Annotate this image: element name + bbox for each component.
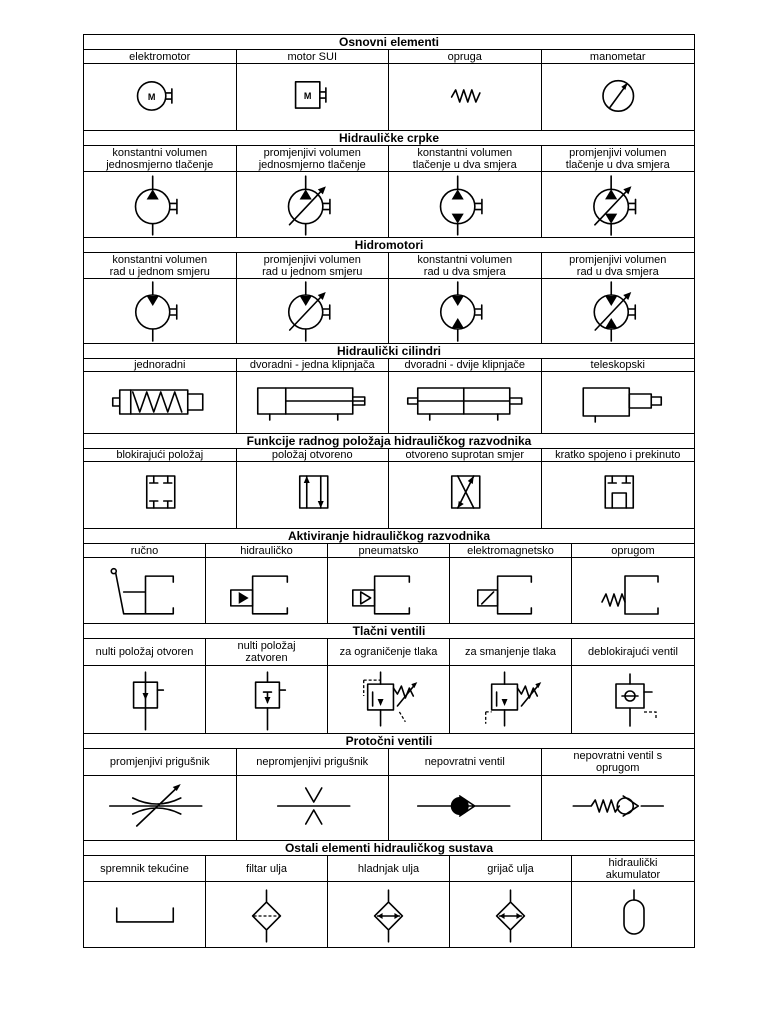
label-cell: dvoradni - dvije klipnjače bbox=[389, 359, 542, 371]
section-title: Funkcije radnog položaja hidrauličkog razvodnika bbox=[84, 434, 694, 449]
label-cell: hladnjak ulja bbox=[328, 856, 450, 881]
label-cell: promjenjivi volumen rad u dva smjera bbox=[569, 253, 667, 278]
label-cell: konstantni volumen jednosmjerno tlačenje bbox=[84, 146, 237, 171]
double-acting-single-rod-icon bbox=[237, 372, 390, 434]
label-cell: oprugom bbox=[611, 544, 655, 557]
double-acting-double-rod-icon bbox=[389, 372, 542, 434]
label-cell: motor SUI bbox=[237, 50, 390, 63]
section-title: Ostali elementi hidrauličkog sustava bbox=[84, 841, 694, 856]
variable-motor-one-way-icon bbox=[237, 279, 390, 344]
section-hydraulic-pumps bbox=[83, 130, 695, 238]
section-title: Aktiviranje hidrauličkog razvodnika bbox=[84, 529, 694, 544]
label-cell: deblokirajući ventil bbox=[588, 646, 678, 658]
oil-heater-icon bbox=[450, 882, 572, 948]
label-cell: ručno bbox=[84, 544, 206, 557]
label-cell: pneumatsko bbox=[328, 544, 450, 557]
label-cell: elektromotor bbox=[84, 50, 237, 63]
pressure-reducing-valve-icon bbox=[450, 666, 572, 734]
reservoir-icon bbox=[84, 882, 206, 948]
label-cell: nepromjenjivi prigušnik bbox=[237, 749, 390, 775]
spring-icon bbox=[389, 64, 542, 131]
label-cell: grijač ulja bbox=[450, 856, 572, 881]
section-hydraulic-cylinders bbox=[83, 343, 695, 434]
variable-pump-one-way-icon bbox=[237, 172, 390, 238]
pressure-gauge-icon bbox=[542, 64, 695, 131]
label-cell: nepovratni ventil s oprugom bbox=[573, 750, 663, 774]
hydraulic-actuation-icon bbox=[206, 558, 328, 624]
label-cell: teleskopski bbox=[590, 359, 645, 371]
normally-closed-valve-icon bbox=[206, 666, 328, 734]
electric-motor-icon bbox=[84, 64, 237, 131]
normally-open-valve-icon bbox=[84, 666, 206, 734]
telescopic-cylinder-icon bbox=[542, 372, 695, 434]
section-hydraulic-motors bbox=[83, 237, 695, 344]
pneumatic-actuation-icon bbox=[328, 558, 450, 624]
short-circuit-position-icon bbox=[542, 462, 695, 529]
variable-motor-two-way-icon bbox=[542, 279, 695, 344]
section-flow-valves bbox=[83, 733, 695, 841]
label-cell: nulti položaj otvoren bbox=[84, 639, 206, 665]
label-cell: promjenjivi volumen tlačenje u dva smjera bbox=[565, 146, 670, 171]
accumulator-icon bbox=[572, 882, 694, 948]
section-other-elements bbox=[83, 840, 695, 948]
label-cell: spremnik tekućine bbox=[84, 856, 206, 881]
label-cell: filtar ulja bbox=[206, 856, 328, 881]
section-basic-elements bbox=[83, 34, 695, 131]
label-cell: promjenjivi prigušnik bbox=[84, 749, 237, 775]
section-title: Protočni ventili bbox=[84, 734, 694, 749]
fixed-motor-one-way-icon bbox=[84, 279, 237, 344]
label-cell: manometar bbox=[589, 50, 646, 63]
section-pressure-valves bbox=[83, 623, 695, 734]
section-title: Hidraulički cilindri bbox=[84, 344, 694, 359]
label-cell: promjenjivi volumen rad u jednom smjeru bbox=[237, 253, 390, 278]
fixed-pump-two-way-icon bbox=[389, 172, 542, 238]
spring-check-valve-icon bbox=[542, 776, 695, 841]
svg-text:M: M bbox=[303, 91, 311, 102]
label-cell: za ograničenje tlaka bbox=[328, 639, 450, 665]
single-acting-cylinder-icon bbox=[84, 372, 237, 434]
oil-cooler-icon bbox=[328, 882, 450, 948]
manual-actuation-icon bbox=[84, 558, 206, 624]
fixed-throttle-icon bbox=[237, 776, 390, 841]
label-cell: promjenjivi volumen jednosmjerno tlačenje bbox=[237, 146, 390, 171]
open-position-icon bbox=[237, 462, 390, 529]
combustion-engine-icon bbox=[237, 64, 390, 131]
label-cell: kratko spojeno i prekinuto bbox=[555, 449, 681, 461]
blocked-position-icon bbox=[84, 462, 237, 529]
label-cell: konstantni volumen rad u dva smjera bbox=[389, 253, 542, 278]
label-cell: nulti položaj zatvoren bbox=[206, 639, 328, 665]
section-title: Hidromotori bbox=[84, 238, 694, 253]
label-cell: hidraulički akumulator bbox=[605, 856, 661, 881]
label-cell: opruga bbox=[389, 50, 542, 63]
label-cell: blokirajući položaj bbox=[84, 449, 237, 461]
label-cell: konstantni volumen tlačenje u dva smjera bbox=[389, 146, 542, 171]
label-cell: jednoradni bbox=[84, 359, 237, 371]
symbol-table bbox=[83, 34, 695, 948]
pilot-check-valve-icon bbox=[572, 666, 694, 734]
check-valve-icon bbox=[389, 776, 542, 841]
fixed-motor-two-way-icon bbox=[389, 279, 542, 344]
label-cell: hidrauličko bbox=[206, 544, 328, 557]
svg-text:M: M bbox=[147, 92, 156, 103]
label-cell: konstantni volumen rad u jednom smjeru bbox=[84, 253, 237, 278]
variable-pump-two-way-icon bbox=[542, 172, 695, 238]
section-valve-actuation bbox=[83, 528, 695, 624]
section-valve-positions bbox=[83, 433, 695, 529]
section-title: Hidrauličke crpke bbox=[84, 131, 694, 146]
variable-throttle-icon bbox=[84, 776, 237, 841]
spring-actuation-icon bbox=[572, 558, 694, 624]
crossed-position-icon bbox=[389, 462, 542, 529]
oil-filter-icon bbox=[206, 882, 328, 948]
label-cell: elektromagnetsko bbox=[450, 544, 572, 557]
label-cell: položaj otvoreno bbox=[237, 449, 390, 461]
label-cell: otvoreno suprotan smjer bbox=[389, 449, 542, 461]
label-cell: dvoradni - jedna klipnjača bbox=[237, 359, 390, 371]
fixed-pump-one-way-icon bbox=[84, 172, 237, 238]
label-cell: za smanjenje tlaka bbox=[450, 639, 572, 665]
section-title: Tlačni ventili bbox=[84, 624, 694, 639]
pressure-relief-valve-icon bbox=[328, 666, 450, 734]
label-cell: nepovratni ventil bbox=[389, 749, 542, 775]
solenoid-actuation-icon bbox=[450, 558, 572, 624]
section-title: Osnovni elementi bbox=[84, 35, 694, 50]
